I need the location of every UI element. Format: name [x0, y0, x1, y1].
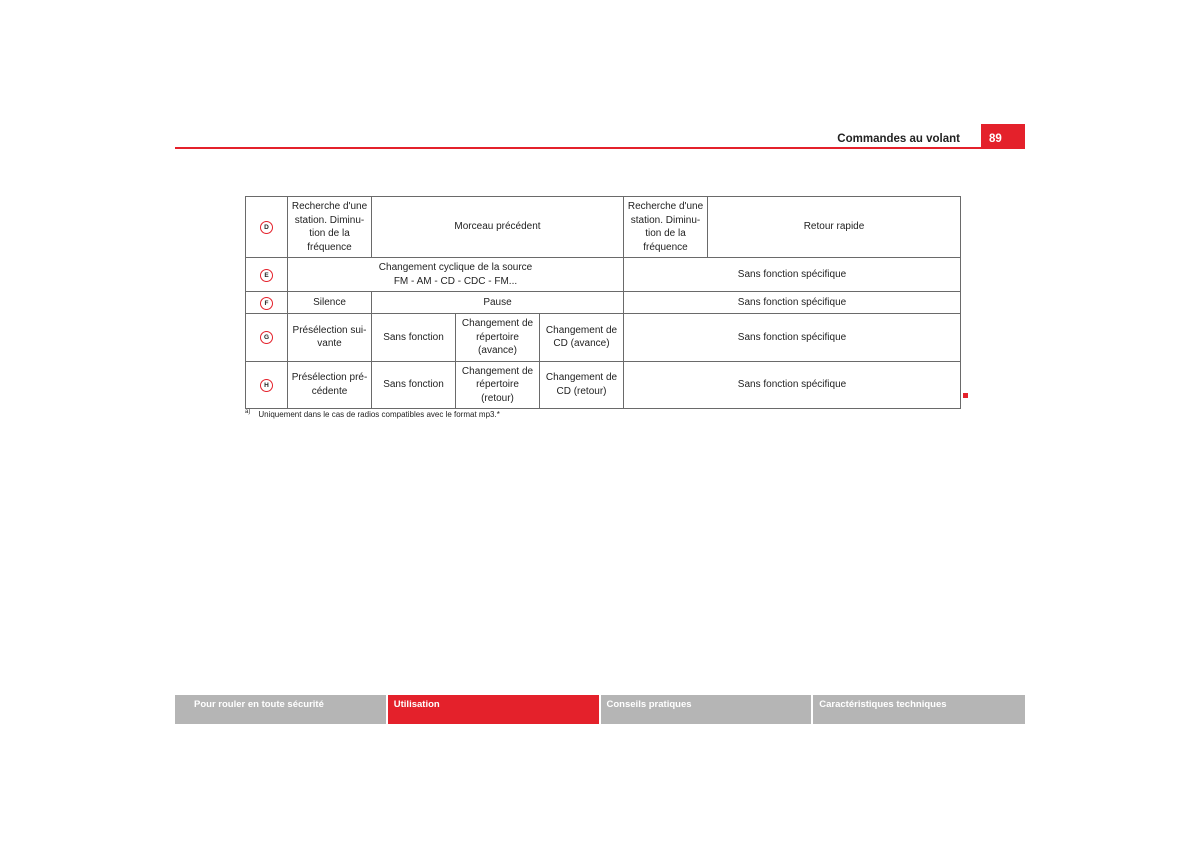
cell-text: Changement de répertoire (retour)	[461, 365, 534, 404]
cell-text: Recherche d'une station. Diminu-tion de la fréquence	[627, 201, 704, 253]
table-cell	[456, 361, 540, 409]
cell-text: Changement cyclique de la source	[378, 262, 533, 273]
key-cell	[246, 197, 288, 258]
table-cell: Sans fonction spécifique	[624, 361, 961, 409]
table-cell	[288, 197, 372, 258]
key-cell	[246, 314, 288, 362]
key-cell	[246, 258, 288, 292]
chapter-navigation	[175, 695, 1025, 724]
nav-tab-technical-data[interactable]: Caractéristiques techniques	[813, 695, 1025, 724]
footnote-marker: a)	[245, 409, 251, 415]
table-row	[246, 258, 961, 292]
cell-text: Présélection pré-cédente	[291, 372, 368, 397]
nav-tab-safety[interactable]: Pour rouler en toute sécurité	[175, 695, 386, 724]
table-cell	[540, 361, 624, 409]
table-cell: Silence	[288, 292, 372, 314]
page-header-title: Commandes au volant	[837, 133, 960, 145]
footnote	[245, 410, 500, 419]
table-cell: Sans fonction spécifique	[624, 314, 961, 362]
table-cell: Morceau précédent	[372, 197, 624, 258]
table-cell	[288, 361, 372, 409]
section-end-marker	[963, 393, 968, 398]
key-h-icon: H	[260, 379, 273, 392]
cell-text: FM - AM - CD - CDC - FM...	[393, 275, 518, 287]
table-cell: Sans fonction	[372, 314, 456, 362]
page-number-badge	[981, 124, 1025, 148]
key-g-icon: G	[260, 331, 273, 344]
steering-wheel-functions-table	[245, 196, 961, 409]
key-cell	[246, 361, 288, 409]
cell-text: Présélection sui-vante	[292, 324, 367, 350]
table-cell	[288, 314, 372, 362]
table-cell	[624, 197, 708, 258]
key-e-icon: E	[260, 269, 273, 282]
table-cell: Retour rapide	[708, 197, 961, 258]
table-row	[246, 314, 961, 362]
table-row	[246, 361, 961, 409]
table-cell: Sans fonction spécifique	[624, 258, 961, 292]
cell-text: Recherche d'une station. Diminu-tion de la fréquence	[291, 201, 368, 253]
key-cell	[246, 292, 288, 314]
table-cell	[288, 258, 624, 292]
nav-tab-practical-tips[interactable]: Conseils pratiques	[601, 695, 812, 724]
cell-text: Changement de répertoire (avance)	[461, 318, 534, 356]
cell-text: Changement de CD (retour)	[545, 372, 618, 397]
table-cell	[456, 314, 540, 362]
header-divider	[175, 147, 1025, 149]
table-cell: Sans fonction spécifique	[624, 292, 961, 314]
nav-tab-utilisation[interactable]: Utilisation	[388, 695, 599, 724]
footnote-text: Uniquement dans le cas de radios compatibles avec le format mp3.*	[258, 410, 500, 419]
key-d-icon: D	[260, 221, 273, 234]
key-f-icon: F	[260, 297, 273, 310]
table-cell: Sans fonction	[372, 361, 456, 409]
table-row	[246, 292, 961, 314]
table-row	[246, 197, 961, 258]
table-cell: Pause	[372, 292, 624, 314]
cell-text: Changement de CD (avance)	[545, 324, 618, 350]
page-number: 89	[989, 133, 1002, 145]
table-cell	[540, 314, 624, 362]
